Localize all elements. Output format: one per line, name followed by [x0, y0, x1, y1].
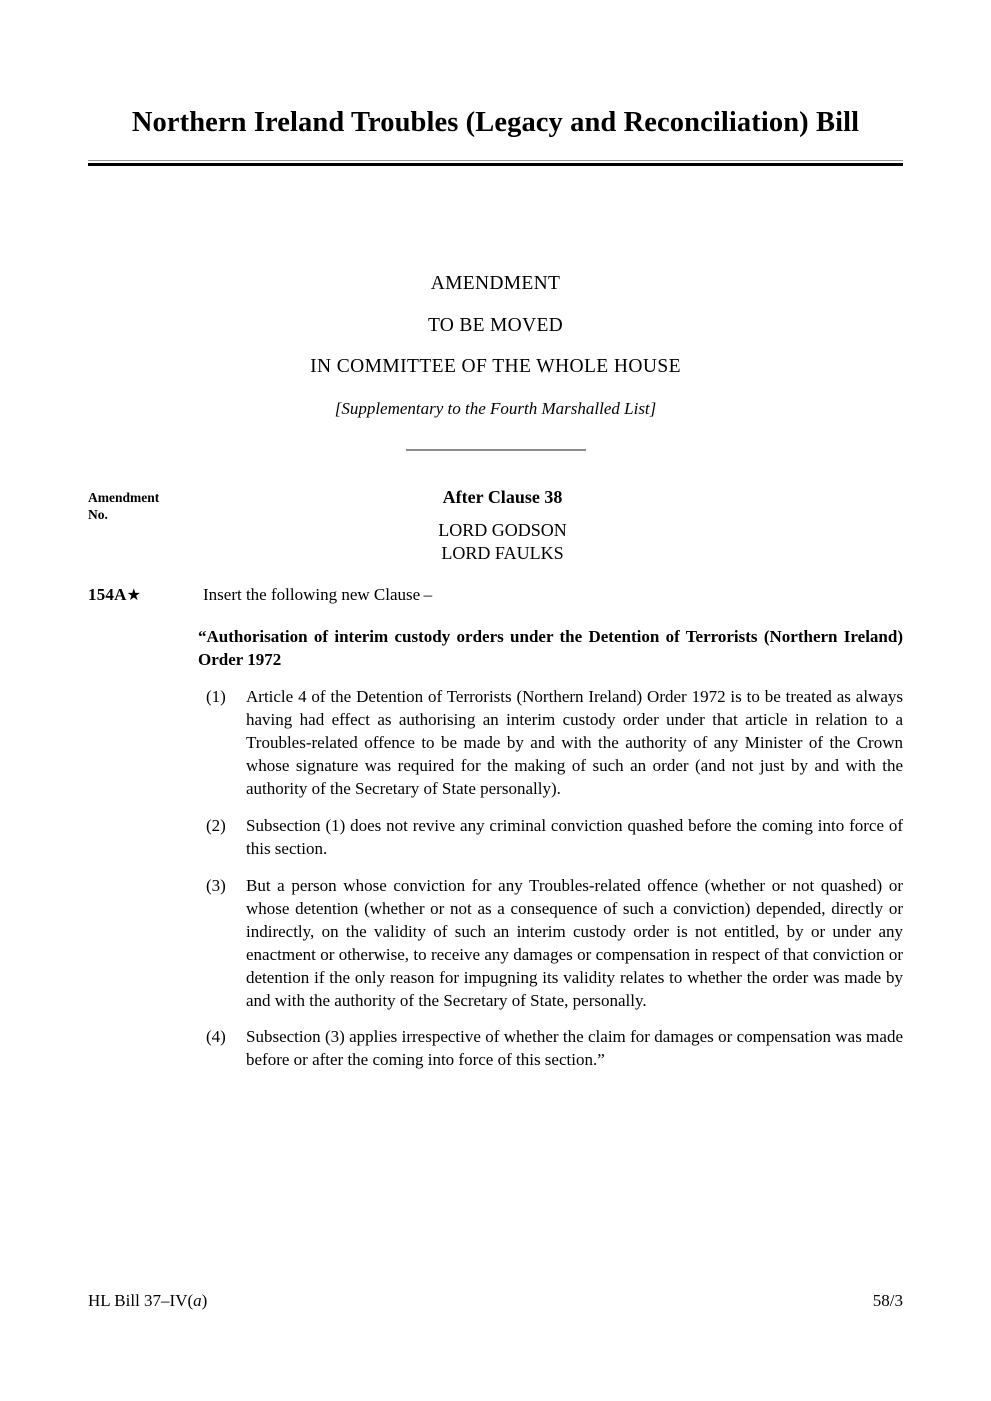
amendment-number-text: 154A: [88, 585, 127, 605]
amendment-no-column-label: [88, 489, 208, 524]
subsection-number: (2): [206, 815, 226, 835]
heading-amendment: AMENDMENT: [430, 273, 561, 295]
bill-reference-roman: IV(: [169, 1291, 194, 1310]
amendment-instruction: Insert the following new Clause –: [203, 585, 433, 605]
bill-reference-italic-a: a: [193, 1291, 202, 1310]
section-divider-rule: [406, 449, 586, 451]
bill-reference-dash: –: [161, 1291, 170, 1310]
amendment-section: [88, 487, 903, 1072]
bill-reference: [88, 1291, 207, 1311]
sponsor-lord-faulks: LORD FAULKS: [441, 543, 564, 563]
subsection-text: Article 4 of the Detention of Terrorists (Northern Ireland) Order 1972 is to be treated as always having had effect as authorising an interim custody order under that article in relation to a Troubles-related offence to be made by and with the authority of any Minister of the Crown whose signature was required for the making of such an order (and not just by and with the authority of the Secretary of State personally).: [246, 687, 903, 798]
subsection-item: [198, 875, 903, 1013]
amendment-no-line1: Amendment: [88, 489, 160, 505]
star-icon: ★: [126, 587, 142, 605]
subsection-number: (4): [206, 1027, 226, 1047]
amendment-entry: [88, 585, 903, 609]
page-title: Northern Ireland Troubles (Legacy and Reconciliation) Bill: [131, 107, 860, 138]
subsection-text: Subsection (3) applies irrespective of whether the claim for damages or compensation was made before or after the coming into force of this section.”: [246, 1027, 903, 1070]
heading-in-committee: IN COMMITTEE OF THE WHOLE HOUSE: [310, 356, 681, 378]
subsection-text: But a person whose conviction for any Troubles-related offence (whether or not quashed) or whose detention (whether or not as a consequence of such a conviction) depended, directly or indirectly, on the validity of such an interim custody order is not entitled, by or under any enactment or otherwise, to receive any damages or compensation in respect of that conviction or detention if the only reason for impugning its validity relates to whether the order was made by and with the authority of the Secretary of State, personally.: [246, 875, 903, 1010]
page-number: 58/3: [872, 1291, 903, 1310]
subsection-item: [198, 686, 903, 801]
subsection-text: Subsection (1) does not revive any criminal conviction quashed before the coming into force of this section.: [246, 815, 903, 858]
supplementary-note: [Supplementary to the Fourth Marshalled List]: [334, 398, 657, 418]
amendment-number: [88, 585, 198, 605]
subsection-number: (3): [206, 875, 226, 895]
bill-reference-close: ): [201, 1291, 208, 1310]
amendment-no-line2: No.: [88, 507, 108, 523]
quoted-clause-block: [198, 626, 903, 1072]
subsection-list: [198, 686, 903, 1072]
sponsor-lord-godson: LORD GODSON: [438, 519, 567, 540]
subsection-number: (1): [206, 687, 226, 707]
subsection-item: [198, 1026, 903, 1072]
heading-to-be-moved: TO BE MOVED: [427, 314, 564, 336]
title-rule-thick: [88, 163, 903, 166]
new-clause-title: “Authorisation of interim custody orders under the Detention of Terrorists (Northern Ireland) Order 1972: [198, 627, 903, 669]
subsection-item: [198, 815, 903, 861]
sponsor-list: [88, 519, 903, 565]
clause-header: After Clause 38: [442, 486, 563, 507]
amendment-heading-block: [88, 274, 903, 451]
page-footer: [88, 1291, 903, 1311]
bill-reference-prefix: HL Bill 37: [88, 1291, 162, 1310]
title-double-rule: [88, 160, 903, 166]
